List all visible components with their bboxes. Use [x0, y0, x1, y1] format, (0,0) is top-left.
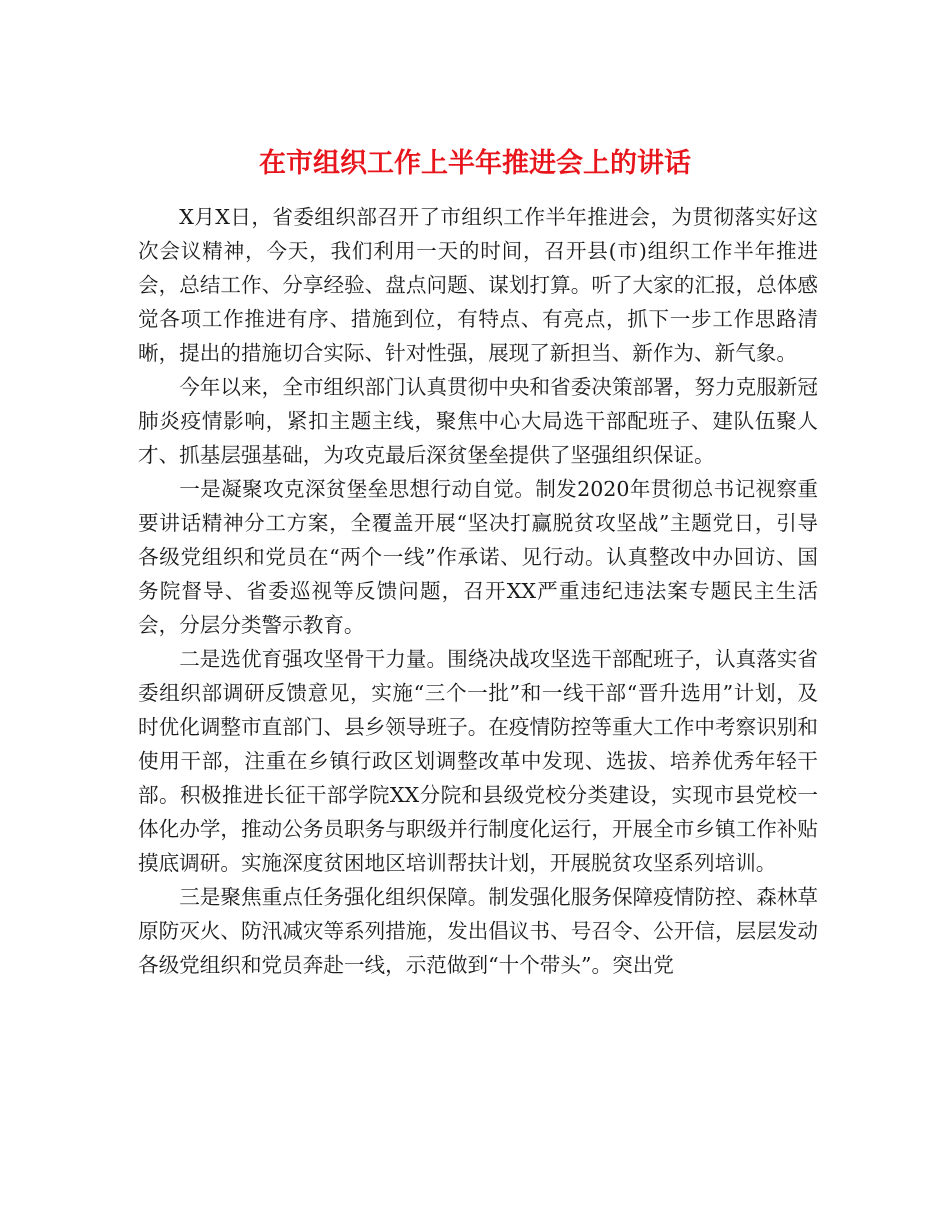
paragraph-point-one: 一是凝聚攻克深贫堡垒思想行动自觉。制发2020年贯彻总书记视察重要讲话精神分工方案，全覆盖开展“坚决打赢脱贫攻坚战”主题党日，引导各级党组织和党员在“两个一线”作承诺、见行动。认真整改中办回访、国务院督导、省委巡视等反馈问题，召开XX严重违纪违法案专题民主生活会，分层分类警示教育。: [138, 477, 818, 637]
document-title: 在市组织工作上半年推进会上的讲话: [259, 148, 691, 180]
paragraph-point-two: 二是选优育强攻坚骨干力量。围绕决战攻坚选干部配班子，认真落实省委组织部调研反馈意见，实施“三个一批”和一线干部“晋升选用”计划，及时优化调整市直部门、县乡领导班子。在疫情防控等重大工作中考察识别和使用干部，注重在乡镇行政区划调整改革中发现、选拔、培养优秀年轻干部。积极推进长征干部学院XX分院和县级党校分类建设，实现市县党校一体化办学，推动公务员职务与职级并行制度化运行，开展全市乡镇工作补贴摸底调研。实施深度贫困地区培训帮扶计划，开展脱贫攻坚系列培训。: [138, 647, 818, 875]
paragraph-summary: 今年以来，全市组织部门认真贯彻中央和省委决策部署，努力克服新冠肺炎疫情影响，紧扣主题主线，聚焦中心大局选干部配班子、建队伍聚人才、抓基层强基础，为攻克最后深贫堡垒提供了坚强组织保证。: [138, 375, 818, 467]
paragraph-point-three: 三是聚焦重点任务强化组织保障。制发强化服务保障疫情防控、森林草原防灭火、防汛减灾等系列措施，发出倡议书、号召令、公开信，层层发动各级党组织和党员奔赴一线，示范做到“十个带头”。突出党: [138, 885, 818, 977]
paragraph-intro: X月X日，省委组织部召开了市组织工作半年推进会，为贯彻落实好这次会议精神，今天，我们利用一天的时间，召开县(市)组织工作半年推进会，总结工作、分享经验、盘点问题、谋划打算。听了大家的汇报，总体感觉各项工作推进有序、措施到位，有特点、有亮点，抓下一步工作思路清晰，提出的措施切合实际、针对性强，展现了新担当、新作为、新气象。: [138, 205, 818, 365]
document-body: [138, 200, 818, 982]
